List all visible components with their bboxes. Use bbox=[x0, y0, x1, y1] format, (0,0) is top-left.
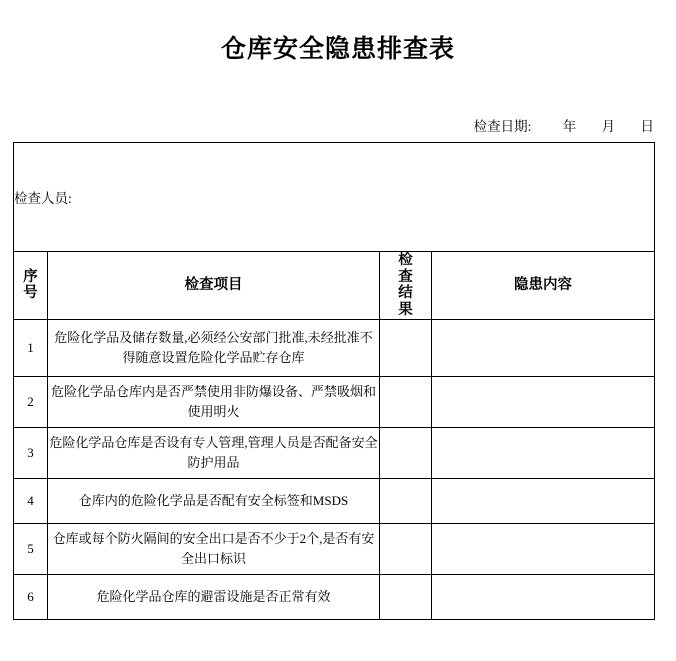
table-row bbox=[14, 319, 655, 376]
date-day-unit: 日 bbox=[640, 119, 654, 134]
row-content-input[interactable] bbox=[432, 478, 655, 523]
row-number: 5 bbox=[14, 523, 48, 574]
row-result-input[interactable] bbox=[380, 427, 432, 478]
table-row bbox=[14, 376, 655, 427]
inspector-field[interactable]: 检查人员: bbox=[14, 143, 655, 252]
header-inspection-result: 检 查 结 果 bbox=[380, 252, 432, 320]
page-title: 仓库安全隐患排查表 bbox=[220, 36, 455, 63]
table-row bbox=[14, 523, 655, 574]
row-content-input[interactable] bbox=[432, 523, 655, 574]
row-content-input[interactable] bbox=[432, 427, 655, 478]
row-number: 1 bbox=[14, 319, 48, 376]
row-number: 4 bbox=[14, 478, 48, 523]
row-item-text: 仓库或每个防火隔间的安全出口是否不少于2个,是否有安全出口标识 bbox=[48, 523, 380, 574]
table-row bbox=[14, 478, 655, 523]
row-number: 6 bbox=[14, 574, 48, 619]
row-item-text: 仓库内的危险化学品是否配有安全标签和MSDS bbox=[48, 478, 380, 523]
inspection-date-line bbox=[0, 115, 676, 135]
row-result-input[interactable] bbox=[380, 478, 432, 523]
date-year-unit: 年 bbox=[562, 119, 577, 134]
table-row bbox=[14, 574, 655, 619]
row-result-input[interactable] bbox=[380, 319, 432, 376]
row-item-text: 危险化学品仓库的避雷设施是否正常有效 bbox=[48, 574, 380, 619]
row-item-text: 危险化学品仓库是否设有专人管理,管理人员是否配备安全防护用品 bbox=[48, 427, 380, 478]
header-inspection-item: 检查项目 bbox=[48, 252, 380, 320]
row-number: 2 bbox=[14, 376, 48, 427]
row-result-input[interactable] bbox=[380, 376, 432, 427]
date-month-unit: 月 bbox=[601, 119, 616, 134]
row-content-input[interactable] bbox=[432, 574, 655, 619]
row-item-text: 危险化学品仓库内是否严禁使用非防爆设备、严禁吸烟和使用明火 bbox=[48, 376, 380, 427]
table-row bbox=[14, 427, 655, 478]
row-content-input[interactable] bbox=[432, 376, 655, 427]
inspector-row bbox=[14, 143, 655, 252]
header-serial-number: 序 号 bbox=[14, 252, 48, 320]
document-page bbox=[0, 29, 676, 661]
row-content-input[interactable] bbox=[432, 319, 655, 376]
inspection-form-table bbox=[13, 142, 655, 620]
row-item-text: 危险化学品及储存数量,必须经公安部门批准,未经批准不得随意设置危险化学品贮存仓库 bbox=[48, 319, 380, 376]
table-header-row bbox=[14, 252, 655, 320]
row-result-input[interactable] bbox=[380, 574, 432, 619]
row-number: 3 bbox=[14, 427, 48, 478]
inspection-date-label: 检查日期: bbox=[473, 119, 532, 134]
header-hazard-content: 隐患内容 bbox=[432, 252, 655, 320]
row-result-input[interactable] bbox=[380, 523, 432, 574]
